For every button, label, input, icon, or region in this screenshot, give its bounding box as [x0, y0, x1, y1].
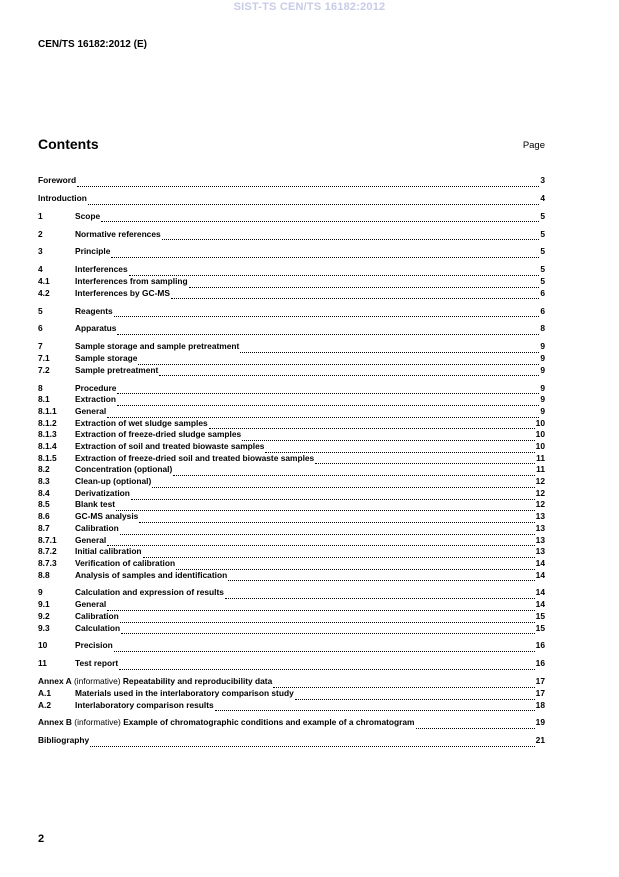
toc-entry-title — [75, 429, 241, 441]
toc-leader-dots — [159, 366, 539, 376]
toc-entry-page: 9 — [540, 341, 545, 352]
toc-entry-page: 11 — [536, 452, 545, 463]
toc-entry-title — [75, 570, 227, 582]
toc-entry-page: 13 — [535, 522, 545, 533]
toc-entry[interactable] — [38, 500, 545, 512]
toc-entry-title — [75, 587, 224, 599]
toc-entry-page: 10 — [535, 441, 545, 452]
toc-entry-number: 9.3 — [38, 622, 50, 633]
toc-entry-page: 15 — [535, 622, 545, 633]
toc-entry-page: 16 — [535, 640, 545, 651]
toc-entry-title-text: Sample storage — [75, 353, 138, 364]
toc-entry-number: 5 — [38, 305, 43, 316]
toc-entry-title-text: Interferences by GC-MS — [75, 287, 170, 298]
toc-entry-page: 6 — [540, 305, 545, 316]
toc-entry[interactable] — [38, 558, 545, 570]
toc-entry[interactable] — [38, 546, 545, 558]
toc-entry-title — [75, 623, 120, 635]
toc-entry-number: 8.7.3 — [38, 557, 57, 568]
toc-entry-title — [75, 406, 106, 418]
toc-entry-title-text: General — [75, 534, 107, 545]
toc-entry-number: 4.2 — [38, 287, 50, 298]
toc-entry[interactable] — [38, 735, 545, 747]
toc-entry[interactable] — [38, 406, 545, 418]
toc-entry[interactable] — [38, 717, 545, 729]
toc-entry[interactable] — [38, 658, 545, 670]
toc-entry-title-text: Concentration (optional) — [75, 464, 173, 475]
toc-leader-dots — [90, 737, 534, 747]
toc-entry-page: 13 — [535, 546, 545, 557]
toc-entry[interactable] — [38, 288, 545, 300]
toc-entry[interactable] — [38, 623, 545, 635]
toc-entry-number: 8 — [38, 382, 43, 393]
toc-entry-title-text: Precision — [75, 640, 113, 651]
toc-leader-dots — [240, 343, 539, 353]
toc-entry-page: 14 — [535, 587, 545, 598]
toc-entry-number: 7 — [38, 341, 43, 352]
toc-entry-number: 2 — [38, 228, 43, 239]
toc-entry[interactable] — [38, 429, 545, 441]
toc-leader-dots — [101, 212, 539, 222]
toc-leader-dots — [242, 431, 535, 441]
toc-entry-title-text: General — [75, 599, 107, 610]
toc-entry-title — [75, 441, 264, 453]
toc-leader-dots — [117, 325, 539, 335]
toc-entry-page: 12 — [535, 476, 545, 487]
toc-entry-title — [38, 193, 87, 205]
table-of-contents — [38, 175, 545, 747]
toc-entry-title — [75, 211, 100, 223]
toc-entry-title-text: Verification of calibration — [75, 557, 176, 568]
toc-leader-dots — [119, 660, 535, 670]
toc-entry-page: 21 — [535, 735, 545, 746]
toc-entry-title-text: Annex A — [38, 676, 72, 687]
toc-leader-dots — [117, 384, 539, 394]
toc-entry-number: 8.1.3 — [38, 429, 57, 440]
toc-entry-informative: (informative) — [71, 676, 123, 687]
toc-entry-title-text: Extraction — [75, 394, 116, 405]
toc-entry[interactable] — [38, 688, 545, 700]
toc-entry-number: 10 — [38, 640, 48, 651]
toc-entry-title — [75, 611, 119, 623]
toc-entry[interactable] — [38, 229, 545, 241]
toc-entry-title — [75, 558, 175, 570]
toc-entry[interactable] — [38, 523, 545, 535]
toc-entry-title — [75, 306, 113, 318]
toc-entry-title-text: Extraction of freeze-dried sludge samples — [75, 429, 242, 440]
toc-entry-title — [75, 418, 208, 430]
toc-entry-title-text: Materials used in the interlaboratory comparison study — [75, 687, 294, 698]
toc-leader-dots — [107, 536, 534, 546]
toc-entry-number: 8.6 — [38, 511, 50, 522]
toc-entry-page: 9 — [540, 382, 545, 393]
toc-entry-title-text: Sample pretreatment — [75, 364, 159, 375]
toc-entry-title-text: Foreword — [38, 174, 77, 185]
toc-entry-number: 8.1.2 — [38, 417, 57, 428]
toc-entry-page: 11 — [536, 464, 545, 475]
toc-entry-page: 5 — [540, 264, 545, 275]
toc-entry-page: 8 — [540, 323, 545, 334]
toc-entry-title-text: Calibration — [75, 522, 119, 533]
toc-entry-title-text: GC-MS analysis — [75, 511, 139, 522]
toc-entry-title-text: Initial calibration — [75, 546, 142, 557]
toc-entry-number: 7.1 — [38, 353, 50, 364]
toc-entry-title — [75, 688, 294, 700]
toc-leader-dots — [265, 443, 534, 453]
toc-entry-number: 8.1.4 — [38, 441, 57, 452]
toc-entry-number: 1 — [38, 210, 43, 221]
toc-entry-number: 8.8 — [38, 569, 50, 580]
toc-leader-dots — [114, 642, 535, 652]
toc-entry[interactable] — [38, 211, 545, 223]
toc-entry-title — [75, 546, 142, 558]
toc-entry-page: 13 — [535, 511, 545, 522]
toc-entry-title — [75, 535, 106, 547]
toc-entry-page: 14 — [535, 557, 545, 568]
toc-entry[interactable] — [38, 453, 545, 465]
toc-entry-page: 4 — [540, 192, 545, 203]
toc-entry-title — [75, 323, 116, 335]
toc-entry-title — [75, 365, 158, 377]
toc-entry-title — [75, 264, 128, 276]
toc-entry-number: 11 — [38, 658, 47, 669]
toc-entry[interactable] — [38, 353, 545, 365]
toc-entry-number: 9.2 — [38, 610, 50, 621]
toc-entry[interactable] — [38, 476, 545, 488]
toc-leader-dots — [139, 513, 534, 523]
toc-leader-dots — [225, 589, 535, 599]
toc-entry[interactable] — [38, 193, 545, 205]
toc-entry-title — [38, 735, 89, 747]
toc-entry-title — [75, 700, 214, 712]
toc-entry-title-text: Blank test — [75, 499, 116, 510]
toc-leader-dots — [173, 466, 535, 476]
toc-leader-dots — [107, 408, 539, 418]
toc-leader-dots — [209, 419, 535, 429]
toc-entry-number: A.1 — [38, 687, 52, 698]
toc-entry-title — [75, 276, 188, 288]
toc-leader-dots — [129, 266, 540, 276]
toc-entry-page: 10 — [535, 429, 545, 440]
toc-entry-title — [75, 658, 118, 670]
toc-entry-title-text: Extraction of wet sludge samples — [75, 417, 208, 428]
toc-entry-title — [75, 353, 137, 365]
toc-entry-title-text: Clean-up (optional) — [75, 476, 152, 487]
toc-leader-dots — [88, 195, 539, 205]
toc-leader-dots — [116, 501, 535, 511]
toc-entry[interactable] — [38, 676, 545, 688]
toc-entry-number: 7.2 — [38, 364, 50, 375]
toc-entry-number: 8.7 — [38, 522, 50, 533]
toc-entry-title-text: Extraction of soil and treated biowaste samples — [75, 441, 265, 452]
toc-entry-page: 9 — [540, 405, 545, 416]
toc-leader-dots — [176, 560, 535, 570]
toc-entry-number: 8.1.5 — [38, 452, 57, 463]
toc-leader-dots — [189, 278, 540, 288]
toc-entry-title-text: Interlaboratory comparison results — [75, 699, 214, 710]
toc-entry-number: 8.4 — [38, 487, 50, 498]
toc-entry[interactable] — [38, 341, 545, 353]
toc-entry-page: 9 — [540, 364, 545, 375]
toc-entry[interactable] — [38, 441, 545, 453]
toc-entry-number: 8.1 — [38, 394, 50, 405]
toc-entry-title — [75, 476, 151, 488]
toc-entry-title-text: Reagents — [75, 305, 113, 316]
toc-leader-dots — [171, 289, 539, 299]
toc-entry-title — [75, 511, 138, 523]
toc-entry-title — [75, 453, 314, 465]
toc-leader-dots — [111, 248, 539, 258]
toc-entry-title — [38, 676, 272, 688]
toc-entry-title — [75, 288, 170, 300]
toc-entry-title-text: Sample storage and sample pretreatment — [75, 341, 240, 352]
toc-entry[interactable] — [38, 611, 545, 623]
toc-entry-annex-title: Repeatability and reproducibility data — [122, 676, 273, 687]
toc-entry-title-text: Normative references — [75, 228, 161, 239]
toc-entry-page: 14 — [535, 599, 545, 610]
toc-entry-page: 17 — [535, 687, 545, 698]
toc-entry[interactable] — [38, 365, 545, 377]
toc-entry-title-text: Apparatus — [75, 323, 117, 334]
toc-entry-title — [75, 488, 130, 500]
toc-entry-title — [75, 640, 113, 652]
toc-entry-page: 12 — [535, 487, 545, 498]
toc-entry-title — [75, 383, 116, 395]
toc-entry-title — [75, 341, 239, 353]
toc-leader-dots — [273, 678, 534, 688]
toc-entry-title-text: Principle — [75, 246, 111, 257]
toc-leader-dots — [77, 177, 539, 187]
toc-entry-number: 3 — [38, 246, 43, 257]
toc-entry[interactable] — [38, 535, 545, 547]
toc-entry-number: 8.1.1 — [38, 405, 57, 416]
toc-entry[interactable] — [38, 700, 545, 712]
toc-entry[interactable] — [38, 394, 545, 406]
toc-entry[interactable] — [38, 570, 545, 582]
toc-entry-page: 10 — [535, 417, 545, 428]
toc-entry[interactable] — [38, 640, 545, 652]
toc-entry-title-text: Calculation — [75, 622, 121, 633]
toc-entry-page: 15 — [535, 610, 545, 621]
toc-entry-number: A.2 — [38, 699, 52, 710]
toc-entry-number: 8.7.1 — [38, 534, 57, 545]
toc-entry-title — [75, 599, 106, 611]
toc-entry-title-text: Interferences — [75, 264, 128, 275]
toc-leader-dots — [152, 478, 534, 488]
toc-entry-page: 9 — [540, 353, 545, 364]
toc-entry-title-text: Extraction of freeze-dried soil and treated biowaste samples — [75, 452, 315, 463]
toc-entry-annex-title: Example of chromatographic conditions and example of a chromatogram — [123, 717, 415, 728]
toc-entry-title-text: Bibliography — [38, 735, 90, 746]
toc-leader-dots — [117, 396, 539, 406]
toc-entry-number: 4.1 — [38, 276, 50, 287]
toc-entry-page: 9 — [540, 394, 545, 405]
toc-leader-dots — [228, 571, 534, 581]
toc-entry-title — [75, 229, 161, 241]
toc-entry[interactable] — [38, 418, 545, 430]
toc-leader-dots — [114, 307, 540, 317]
toc-leader-dots — [416, 719, 535, 729]
toc-leader-dots — [143, 548, 535, 558]
toc-entry-page: 5 — [540, 246, 545, 257]
toc-leader-dots — [215, 701, 535, 711]
toc-entry[interactable] — [38, 276, 545, 288]
toc-entry-title-text: Analysis of samples and identification — [75, 569, 228, 580]
contents-heading: Contents — [38, 136, 99, 152]
toc-entry-title — [75, 499, 115, 511]
toc-entry-page: 13 — [535, 534, 545, 545]
toc-entry[interactable] — [38, 324, 545, 336]
toc-entry-page: 16 — [535, 658, 545, 669]
toc-entry[interactable] — [38, 264, 545, 276]
toc-entry-number: 8.5 — [38, 499, 50, 510]
toc-entry[interactable] — [38, 511, 545, 523]
toc-entry-page: 3 — [540, 174, 545, 185]
toc-leader-dots — [121, 624, 535, 634]
toc-entry[interactable] — [38, 488, 545, 500]
toc-entry-title-text: Scope — [75, 210, 101, 221]
toc-leader-dots — [162, 230, 540, 240]
toc-leader-dots — [120, 613, 535, 623]
toc-entry-title-text: Annex B — [38, 717, 72, 728]
toc-entry-number: 9 — [38, 587, 43, 598]
toc-entry-number: 8.3 — [38, 476, 50, 487]
toc-entry-title-text: Procedure — [75, 382, 117, 393]
toc-entry-title-text: Derivatization — [75, 487, 130, 498]
toc-entry-title — [75, 464, 172, 476]
toc-entry-page: 17 — [535, 676, 545, 687]
toc-entry[interactable] — [38, 599, 545, 611]
toc-entry-page: 14 — [535, 569, 545, 580]
toc-entry-number: 8.7.2 — [38, 546, 57, 557]
toc-entry-title — [38, 175, 76, 187]
toc-leader-dots — [295, 690, 535, 700]
toc-entry-title — [75, 246, 110, 258]
toc-entry-informative: (informative) — [71, 717, 124, 728]
toc-entry-page: 12 — [535, 499, 545, 510]
toc-entry-number: 9.1 — [38, 599, 50, 610]
toc-entry-title-text: Calculation and expression of results — [75, 587, 224, 598]
toc-entry-title — [38, 717, 415, 729]
page-column-label: Page — [522, 140, 545, 151]
toc-entry[interactable] — [38, 588, 545, 600]
toc-entry-title-text: Calibration — [75, 610, 119, 621]
toc-entry-page: 18 — [535, 699, 545, 710]
toc-entry-page: 5 — [540, 276, 545, 287]
toc-entry[interactable] — [38, 175, 545, 187]
toc-entry-page: 6 — [540, 287, 545, 298]
document-id: CEN/TS 16182:2012 (E) — [38, 39, 147, 50]
toc-entry[interactable] — [38, 383, 545, 395]
toc-entry[interactable] — [38, 464, 545, 476]
toc-entry-page: 5 — [540, 210, 545, 221]
toc-entry-page: 19 — [535, 717, 545, 728]
toc-entry-title — [75, 523, 119, 535]
toc-entry-number: 6 — [38, 323, 43, 334]
toc-entry-page: 5 — [540, 228, 545, 239]
toc-entry-title-text: Test report — [75, 658, 119, 669]
toc-entry-title-text: General — [75, 405, 107, 416]
toc-leader-dots — [120, 525, 535, 535]
toc-entry-title-text: Introduction — [38, 192, 87, 203]
toc-entry[interactable] — [38, 306, 545, 318]
toc-leader-dots — [315, 454, 535, 464]
toc-leader-dots — [131, 490, 535, 500]
toc-entry-title — [75, 394, 116, 406]
page-number: 2 — [38, 833, 45, 845]
toc-leader-dots — [138, 355, 539, 365]
toc-entry[interactable] — [38, 247, 545, 259]
toc-entry-number: 8.2 — [38, 464, 50, 475]
toc-leader-dots — [107, 601, 534, 611]
watermark: SIST-TS CEN/TS 16182:2012 — [233, 1, 386, 13]
toc-entry-title-text: Interferences from sampling — [75, 276, 188, 287]
toc-entry-number: 4 — [38, 264, 43, 275]
